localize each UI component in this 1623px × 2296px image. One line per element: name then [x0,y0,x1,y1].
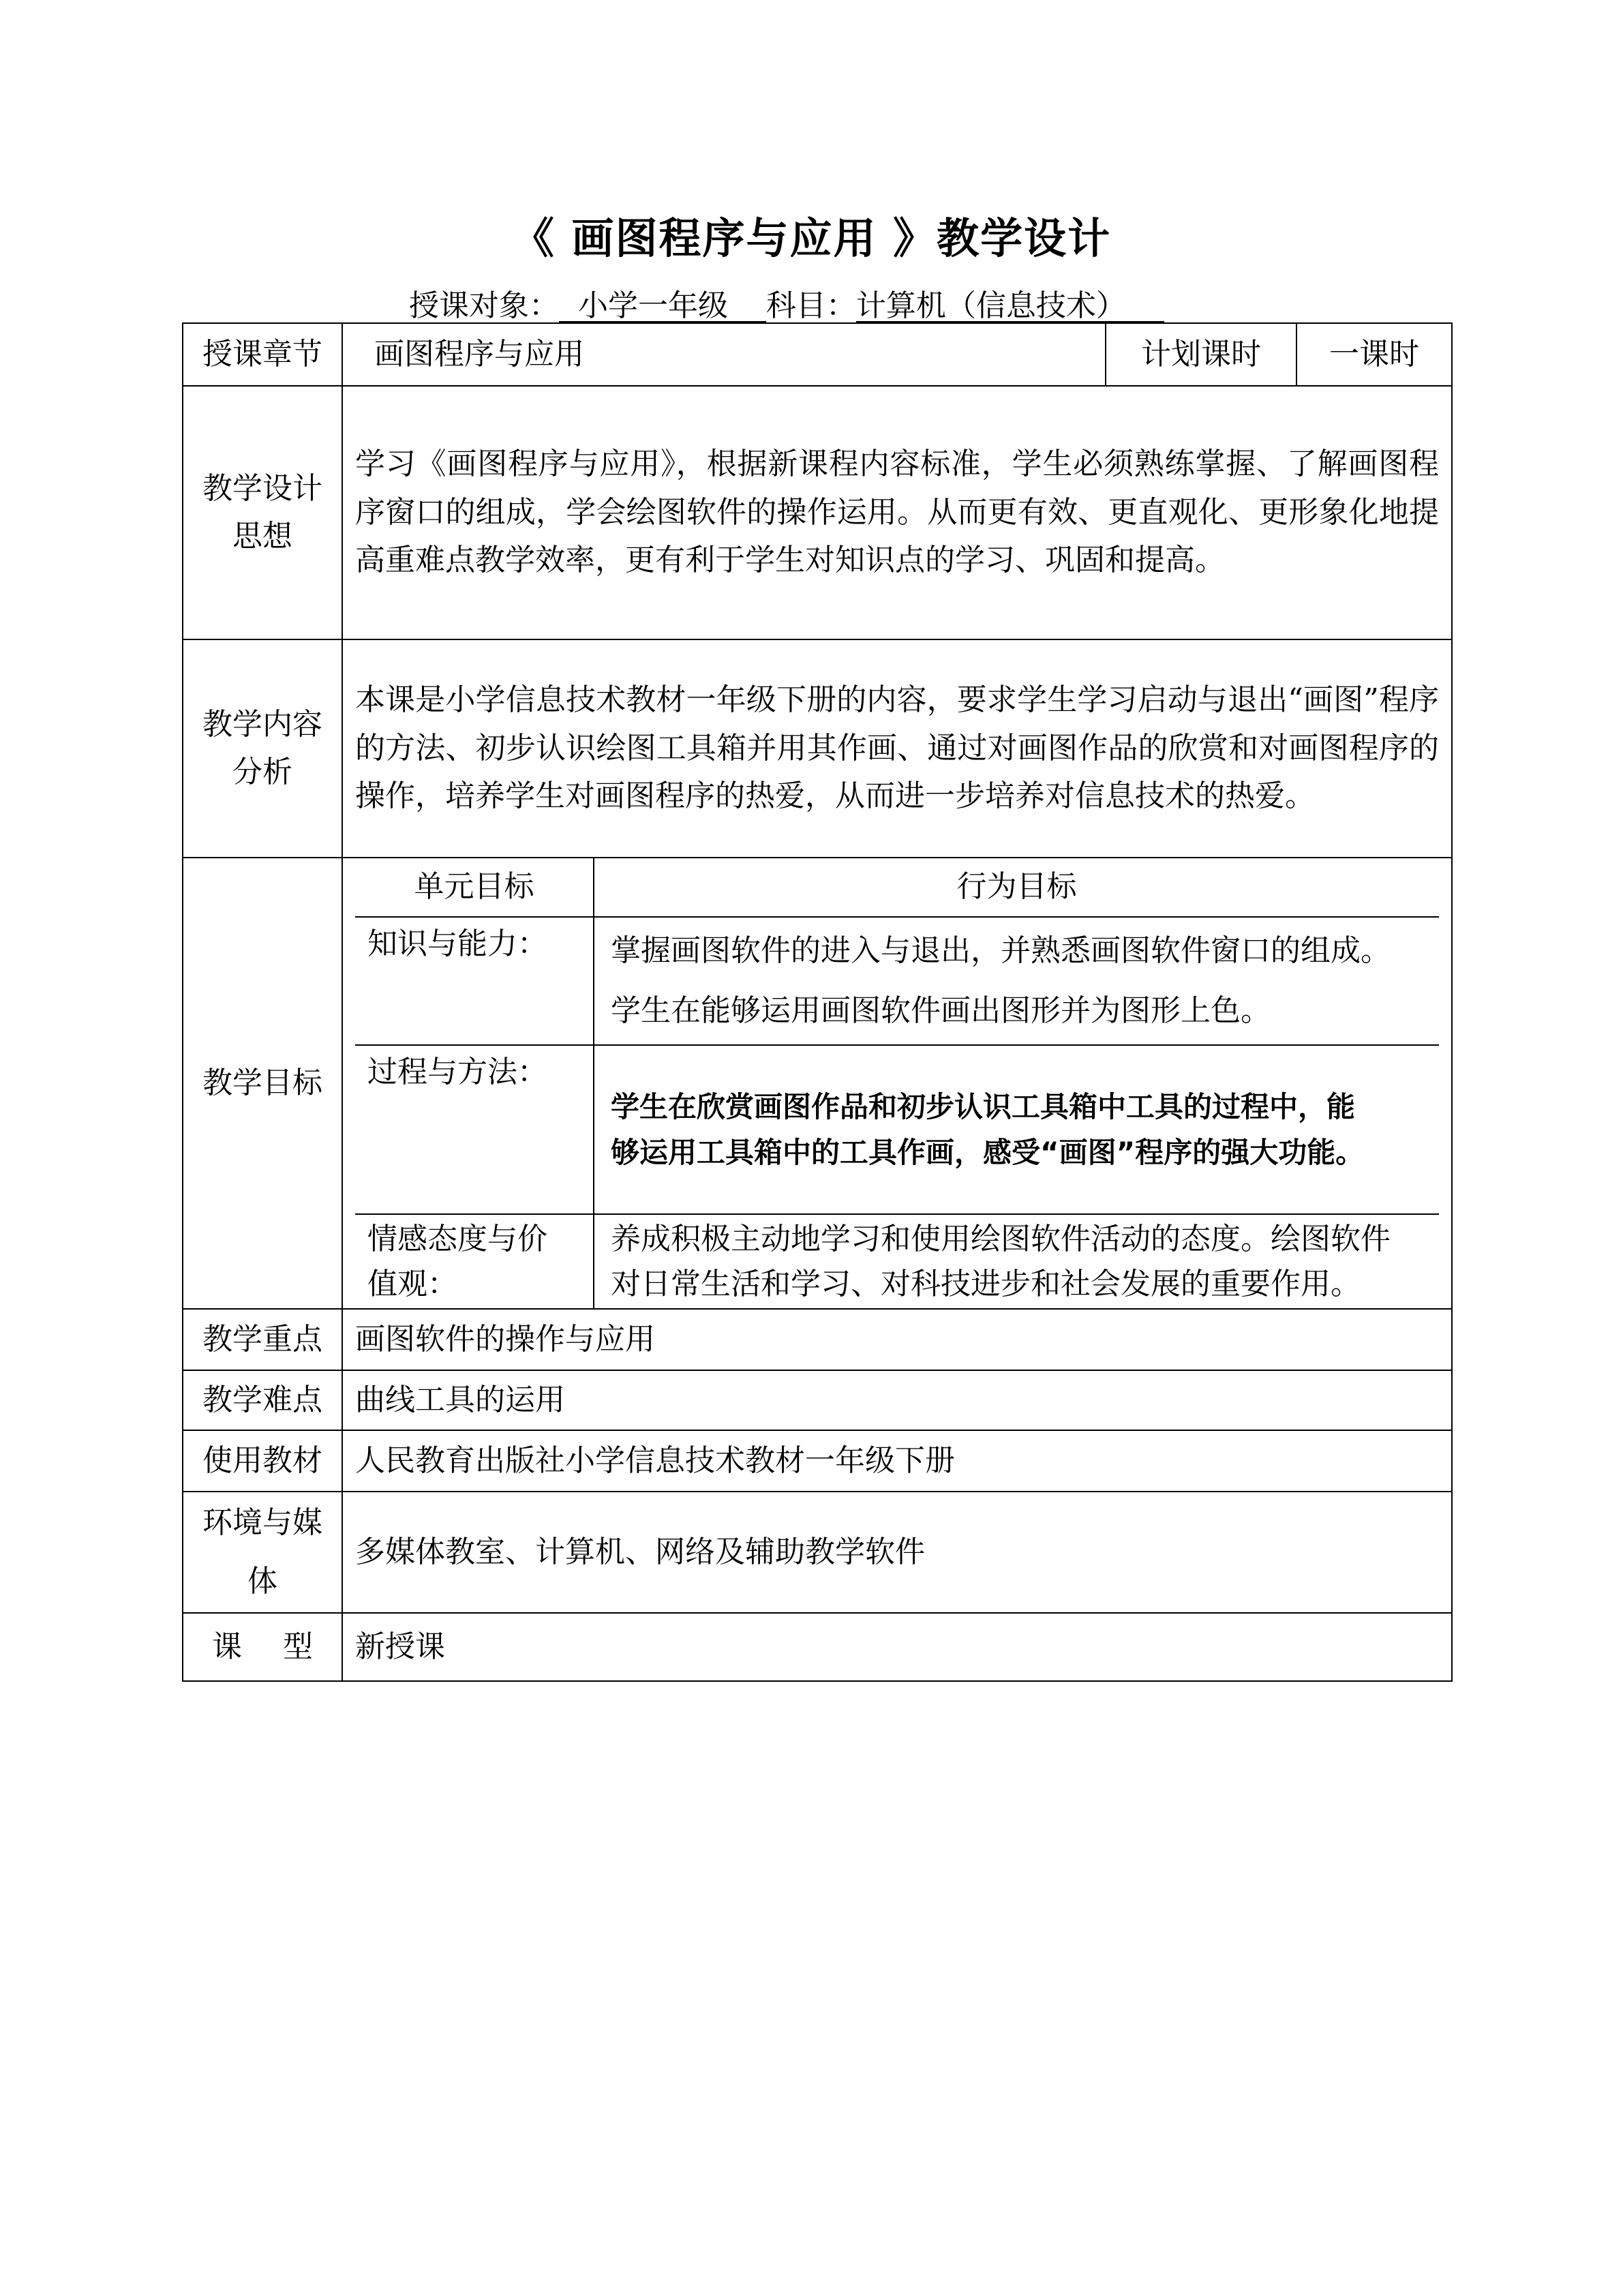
goal-behavior-knowledge [594,917,1439,1045]
goal-unit-knowledge: 知识与能力： [355,917,594,1045]
goal-knowledge-line2: 学生在能够运用画图软件画出图形并为图形上色。 [611,993,1271,1028]
goals-label: 教学目标 [183,858,342,1309]
behavior-goal-header: 行为目标 [594,858,1439,917]
goal-attitude-unit-line1: 情感态度与价 [367,1221,547,1256]
material-label: 使用教材 [183,1430,342,1492]
hours-value: 一课时 [1296,323,1452,386]
key-point-label: 教学重点 [183,1309,342,1370]
lesson-type-value: 新授课 [342,1613,1452,1681]
row-content [183,639,1452,858]
design-label-line2: 思想 [232,519,292,554]
row-goals [183,858,1452,1309]
material-value: 人民教育出版社小学信息技术教材一年级下册 [342,1430,1452,1492]
difficult-point-value: 曲线工具的运用 [342,1370,1452,1430]
row-chapter [183,323,1452,386]
subject-label: 科目： [765,288,856,323]
key-point-value: 画图软件的操作与应用 [342,1309,1452,1370]
goal-row-process [355,1045,1439,1214]
goal-unit-process: 过程与方法： [355,1045,594,1214]
goal-attitude-line1: 养成积极主动地学习和使用绘图软件活动的态度。绘图软件 [611,1221,1391,1256]
design-label-line1: 教学设计 [202,470,322,506]
unit-goal-header: 单元目标 [355,858,594,917]
goal-process-line2: 够运用工具箱中的工具作画，感受“画图”程序的强大功能。 [611,1136,1365,1169]
audience-label: 授课对象： [409,288,559,323]
content-label [183,639,342,858]
lesson-type-label-char1: 课 [212,1629,242,1664]
lesson-plan-table [182,322,1453,1682]
environment-label-line1: 环境与媒 [202,1505,322,1540]
difficult-point-label: 教学难点 [183,1370,342,1430]
design-label [183,386,342,639]
row-key-point [183,1309,1452,1370]
environment-value: 多媒体教室、计算机、网络及辅助教学软件 [342,1492,1452,1613]
goal-row-attitude [355,1214,1439,1308]
document-title: 《 画图程序与应用 》教学设计 [511,213,1112,263]
hours-label: 计划课时 [1106,323,1296,386]
goals-cell [342,858,1452,1309]
row-difficult-point [183,1370,1452,1430]
goals-header-row [355,858,1439,917]
goal-row-knowledge [355,917,1439,1045]
audience-value: 小学一年级 [559,288,766,323]
lesson-type-label-char2: 型 [283,1629,313,1664]
design-text: 学习《画图程序与应用》，根据新课程内容标准，学生必须熟练掌握、了解画图程序窗口的组成，学会绘图软件的操作运用。从而更有效、更直观化、更形象化地提高重难点教学效率，更有利于学生对知识点的学习、巩固和提高。 [342,386,1452,639]
goal-unit-attitude [355,1214,594,1308]
chapter-value: 画图程序与应用 [342,323,1106,386]
row-design [183,386,1452,639]
subtitle-line [409,281,1164,324]
goal-attitude-line2: 对日常生活和学习、对科技进步和社会发展的重要作用。 [611,1266,1361,1301]
chapter-label: 授课章节 [183,323,342,386]
content-text: 本课是小学信息技术教材一年级下册的内容，要求学生学习启动与退出“画图”程序的方法、初步认识绘图工具箱并用其作画、通过对画图作品的欣赏和对画图程序的操作，培养学生对画图程序的热爱，从而进一步培养对信息技术的热爱。 [342,639,1452,858]
environment-label-line2: 体 [247,1564,277,1599]
row-environment [183,1492,1452,1613]
goal-behavior-process [594,1045,1439,1214]
subject-value: 计算机（信息技术） [855,288,1164,323]
content-label-line1: 教学内容 [202,706,322,742]
goal-knowledge-line1: 掌握画图软件的进入与退出，并熟悉画图软件窗口的组成。 [611,933,1391,968]
row-material [183,1430,1452,1492]
goal-process-line1: 学生在欣赏画图作品和初步认识工具箱中工具的过程中，能 [611,1089,1356,1123]
goal-behavior-attitude [594,1214,1439,1308]
environment-label [183,1492,342,1613]
goals-subtable [355,858,1439,1308]
content-label-line2: 分析 [232,755,292,789]
row-lesson-type [183,1613,1452,1681]
goal-attitude-unit-line2: 值观： [367,1266,457,1301]
lesson-type-label [183,1613,342,1681]
